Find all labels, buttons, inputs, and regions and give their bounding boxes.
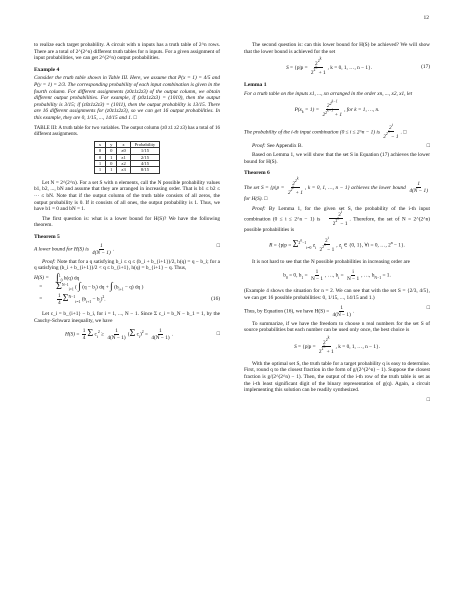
proof-paragraph (34, 259, 220, 272)
theorem-heading: Theorem 5 (34, 233, 60, 240)
paragraph: Let c_i = b_{i+1} − b_i, for i = 1, ..., N − 1. Since Σ c_i = b_N − b_1 = 1, by the Cauchy-Schwarz inequality, we have (34, 310, 220, 324)
equation-17: S = {p|p = $\frac{2^{2k}}{2^{2k} + 1}$ , k = 0, 1, …, n − 1}. (17) (286, 57, 430, 77)
theorem-heading: Theorem 6 (244, 170, 270, 177)
table-cell: 1 (94, 160, 105, 166)
equation-16 (34, 271, 220, 306)
table-cell: 1 (106, 167, 117, 173)
equation-number: (16) (211, 296, 220, 303)
lemma-text: The probability of the i-th input combination (0 ≤ i ≤ 2^n − 1) is (244, 129, 380, 136)
ordered-probabilities-equation: $b_0 = 0$, $b_1$ = $\frac{1}{N - 1}$ , …, $b_i$ = $\frac{i}{N - 1}$ , …, $b_{N-1} = 1$. (283, 269, 391, 283)
equation-line: = $\frac{1}{4}$ $\Sigma^{N-1}_{i=1}$ $(b_{i+1} - b_i)^2$. (16) (34, 292, 220, 306)
equation-line: = $\Sigma^{N-1}_{i=1}$ ( ∫ $(q - b_i)$ dq + ∫ $(b_{i+1} - q)$ dq ) (34, 280, 144, 292)
left-column (34, 42, 220, 347)
proof-text: Therefore, the set of N = 2^(2^n) possible probabilities is (244, 216, 431, 234)
truth-table (94, 141, 160, 174)
example-body: Consider the truth table shown in Table III. Here, we assume that P(x = 1) = 4/5 and P(y = 1) = 2/3. The corresponding probability of each input combination is given in the fourth column. For different assignments (z0z1z2z3) of the output column, we obtain different output probabilities. For example, if (z0z1z2z3) = (1010), then the output probability is 3/15; if (z0z1z2z3) = (1011), then the output probability is 13/15. There are 16 different assignments for (z0z1z2z3), so we can get 16 output probabilities. In this example, they are 0, 1/15, ..., 14/15 and 1. □ (34, 75, 220, 121)
paragraph: Based on Lemma 1, we will show that the set S in Equation (17) achieves the lower bound for H(S). (244, 152, 430, 165)
qed-symbol: □ (426, 142, 430, 149)
proof-label: Proof: (252, 205, 266, 212)
table-cell: 1 (106, 154, 117, 160)
table-row (94, 167, 159, 173)
qed-symbol: □ (426, 396, 430, 403)
table-cell: 1/15 (130, 148, 159, 154)
proof-paragraph (244, 143, 430, 150)
table-cell: 0 (94, 154, 105, 160)
example-heading: Example 4 (34, 66, 60, 73)
paragraph: Let N = 2^(2^n). For a set S with n elements, call the N possible probability values b1, b2, ..., bN and assume that they are arranged in increasing order. That is b1 ≤ b2 ≤ ··· ≤ bN. Note that if the output column of the truth table consists of all zeros, the output probability is 0. If it consists of all ones, the output probability is 1. Thus, we have b1 = 0 and bN = 1. (34, 179, 220, 213)
table-cell: 8/15 (130, 167, 159, 173)
equation-line: H(S) = ∫$^1_0$ h(q) dq (34, 271, 80, 283)
table-header-cell: z (117, 141, 130, 147)
equation-fraction: $\frac{1}{4(N - 1)}$ (92, 242, 111, 256)
lemma-text: For a truth table on the inputs x1, ..., xn arranged in the order xn, ..., x2, x1, let (244, 90, 413, 97)
paragraph-text: Thus, by Equation (16), we have H(S) = (244, 308, 330, 315)
probability-set-equation: $R = \{p|p = \Sigma^{2n-1}_{i=0}$ $z_i$ $\frac{2^i}{2^{2n} - 1}$ , $z_i$ ∈ {0, 1}, ∀i = 0, …, $2^n - 1$}. (269, 236, 405, 253)
paragraph: It is not hard to see that the N possible probabilities in increasing order are (252, 258, 410, 265)
paragraph: The first question is: what is a lower bound for H(S)? We have the following theorem. (34, 215, 220, 229)
table-header-cell: Probability (130, 141, 159, 147)
proof-text: See Appendix B. (266, 142, 303, 149)
table-cell: z1 (117, 154, 130, 160)
paragraph: (Example 4 shows the situation for n = 2. We can see that with the set S = {2/3, 4/5}, we can get 16 possible probabilities: 0, 1/15, ..., 14/15 and 1.) (244, 288, 430, 301)
table-header-cell: y (106, 141, 117, 147)
qed-symbol: □ (216, 331, 220, 338)
equation-number: (17) (421, 64, 430, 71)
paragraph: To summarize, if we have the freedom to choose n real numbers for the set S of source probabilities but each number can be used only once, the best choice is (244, 320, 430, 334)
table-cell: z3 (117, 167, 130, 173)
qed-symbol: □ (216, 242, 220, 249)
qed-symbol: □ (426, 304, 430, 311)
paragraph: With the optimal set S, the truth table for a target probability q is easy to determine. First, round q to the closest fraction in the form of g/(2^(2^n) − 1). Suppose the closest fraction is g/(2^(2^n) − 1). Then, the output of the i-th row of the truth table is set as the i-th least significant digit of the binary representation of g(q). Again, a circuit implementing this solution can be readily synthesized. (244, 360, 430, 394)
best-choice-equation: S = {p|p = $\frac{2^{2k}}{2^{2k} + 1}$ , k = 0, 1, …, n − 1}. (294, 335, 380, 355)
paragraph: to realize each target probability. A circuit with n inputs has a truth table of 2^n rows. There are a total of 2^(2^n) different truth tables for n inputs. For a given assignment of input probabilities, we can get 2^(2^n) output probabilities. (34, 42, 220, 62)
table-cell: 0 (106, 160, 117, 166)
table-cell: 0 (94, 148, 105, 154)
table-cell: z2 (117, 160, 130, 166)
proof-paragraph: Proof: By Lemma 1, for the given set S, the probability of the i-th input combination (0 ≤ i ≤ 2^n − 1) is $\frac{2^i}{2^{2n} - 1}$ . Therefore, the set of N = 2^(2^n) possible probabilities is (244, 205, 431, 234)
cauchy-schwarz-equation: H(S) = $\frac{1}{4}$ Σ $c_i^2$ ≥ $\frac{1}{4(N - 1)}$ (Σ $c_i)^2$ = $\frac{1}{4(N - 1)}$ . □ (65, 328, 220, 342)
table-cell: 1 (94, 167, 105, 173)
theorem-statement: The set S = {p|p = $\frac{2^{2k}}{2^{2k} + 1}$ , k = 0, 1, …, n − 1} achieves the lower bound $\frac{1}{4(N - 1)}$ for H(S). □ (244, 176, 428, 202)
theorem-statement: A lower bound for H(S) is $\frac{1}{4(N - 1)}$ . □ (34, 242, 220, 256)
lemma-heading: Lemma 1 (244, 82, 267, 89)
paragraph: Thus, by Equation (16), we have H(S) = $\frac{1}{4(N - 1)}$ . □ (244, 304, 430, 318)
table-caption: TABLE III: A truth table for two variables. The output column (z0 z1 z2 z3) has a total of 16 different assignments. (34, 125, 220, 138)
proof-label: Proof: (42, 258, 56, 265)
table-cell: 0 (106, 148, 117, 154)
right-column (244, 42, 430, 403)
table-cell: 2/15 (130, 154, 159, 160)
proof-text: Note that for a q satisfying b_i ≤ q ≤ (b_i + b_{i+1})/2, h(q) = q − b_i; for a q satisfying (b_i + b_{i+1})/2 < q ≤ b_{i+1}, h(q) = b_{i+1} − q. Thus, (34, 258, 220, 272)
lemma-statement: For a truth table on the inputs x1, ..., xn arranged in the order xn, ..., x2, x1, let $P(x_k = 1)$ = $\frac{2^{2k-1}}{2^{2k-1} + 1}$ , for k = 1, …, n. The probability of the i-th input combination (0 ≤ i ≤ 2^n − 1) is $\frac{2^i}{2^{2n} - 1}$ . □ (244, 91, 430, 140)
theorem-text: achieves the lower bound (351, 184, 406, 191)
proof-label: Proof: (252, 142, 266, 149)
paragraph: The second question is: can this lower bound for H(S) be achieved? We will show that the lower bound is achieved for the set (244, 42, 430, 55)
table-cell: z0 (117, 148, 130, 154)
lemma-equation: $P(x_k = 1)$ = $\frac{2^{2k-1}}{2^{2k-1} + 1}$ , for k = 1, …, n. (294, 99, 380, 119)
table-header-cell: x (94, 141, 105, 147)
page-number: 12 (423, 15, 429, 21)
theorem-text: A lower bound for H(S) is (34, 246, 89, 253)
table-cell: 4/15 (130, 160, 159, 166)
proof-text: By Lemma 1, for the given set S, the probability of the i-th input combination (0 ≤ i ≤ 2^n − 1) is (244, 205, 430, 223)
